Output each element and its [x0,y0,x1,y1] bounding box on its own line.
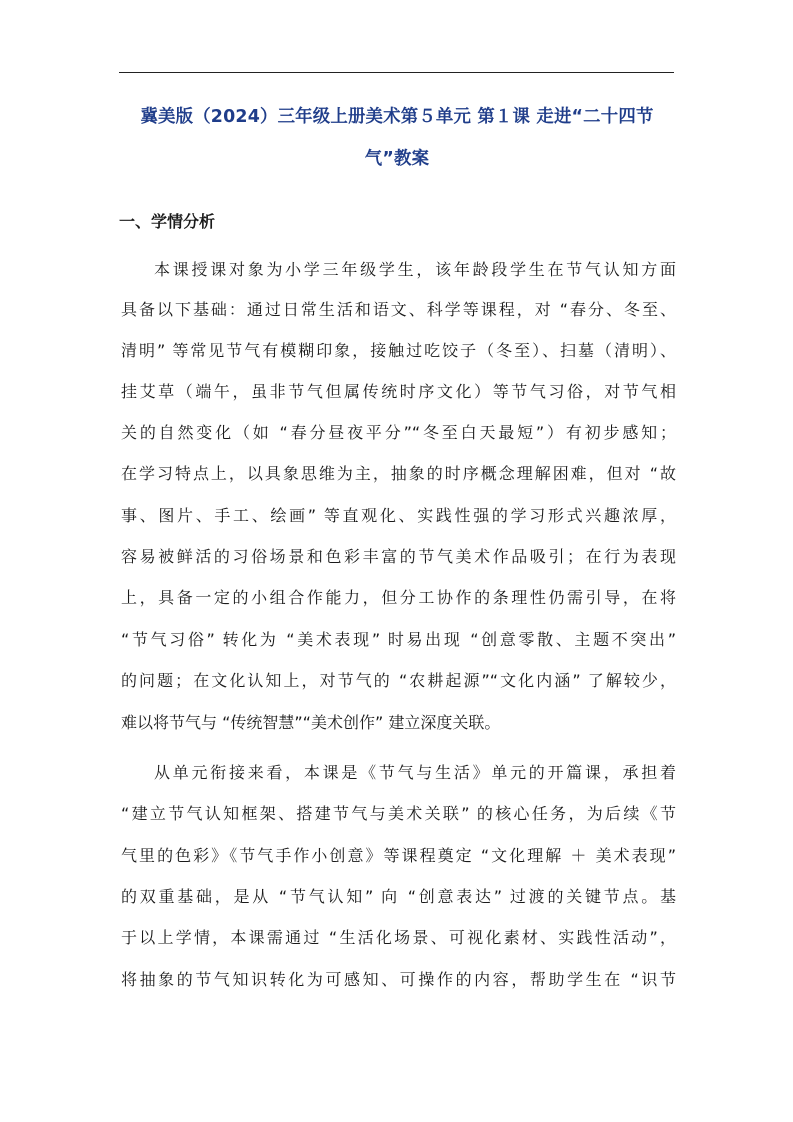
paragraph-line: 难以将节气与 “传统智慧”“美术创作” 建立深度关联。 [121,713,501,732]
paragraph-line: “建立节气认知框架、搭建节气与美术关联” 的核心任务，为后续《节 [121,804,676,823]
paragraph-line: 上，具备一定的小组合作能力，但分工协作的条理性仍需引导，在将 [121,588,676,607]
paragraph-line: 于以上学情，本课需通过 “生活化场景、可视化素材、实践性活动”， [121,928,676,947]
paragraph-line: 挂艾草（端午，虽非节气但属传统时序文化）等节气习俗，对节气相 [121,382,676,401]
paragraph-line: 本课授课对象为小学三年级学生，该年龄段学生在节气认知方面 [154,260,676,279]
paragraph-line: 容易被鲜活的习俗场景和色彩丰富的节气美术作品吸引；在行为表现 [121,547,676,566]
paragraph-line: 事、图片、手工、绘画” 等直观化、实践性强的学习形式兴趣浓厚， [121,506,676,525]
header-rule [119,72,674,73]
paragraph-line: 从单元衔接来看，本课是《节气与生活》单元的开篇课，承担着 [154,763,676,782]
document-title: 冀美版（2024）三年级上册美术第５单元 第１课 走进“二十四节气”教案 [140,107,654,169]
paragraph-line: 清明” 等常见节气有模糊印象，接触过吃饺子（冬至）、扫墓（清明）、 [121,341,676,360]
paragraph-line: 在学习特点上，以具象思维为主，抽象的时序概念理解困难，但对 “故 [121,464,676,483]
paragraph-line: 的双重基础，是从 “节气认知” 向 “创意表达” 过渡的关键节点。基 [121,887,676,906]
paragraph-line: 将抽象的节气知识转化为可感知、可操作的内容，帮助学生在 “识节 [121,970,676,989]
paragraph-line: “节气习俗” 转化为 “美术表现” 时易出现 “创意零散、主题不突出” [121,630,676,649]
paragraph-line: 具备以下基础：通过日常生活和语文、科学等课程，对 “春分、冬至、 [121,300,676,319]
paragraph-line: 的问题；在文化认知上，对节气的 “农耕起源”“文化内涵” 了解较少， [121,671,676,690]
section-heading: 一、学情分析 [119,212,216,231]
paragraph-line: 关的自然变化（如 “春分昼夜平分”“冬至白天最短”）有初步感知； [121,423,676,442]
paragraph-line: 气里的色彩》《节气手作小创意》等课程奠定 “文化理解 ＋ 美术表现” [121,846,676,865]
